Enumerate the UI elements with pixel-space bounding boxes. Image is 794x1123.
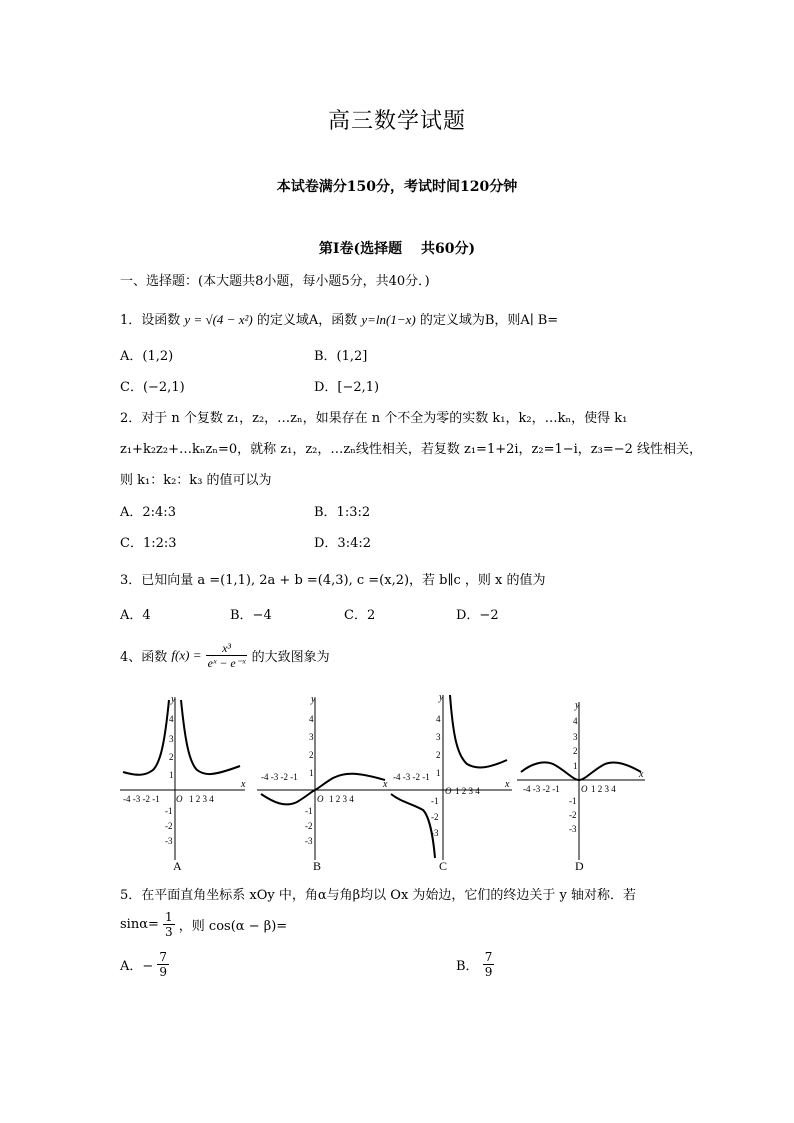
q4-suffix: 的大致图象为 bbox=[251, 650, 330, 665]
y-axis-label: y bbox=[575, 700, 580, 711]
graph-a bbox=[120, 694, 246, 873]
y-tick-neg3: -3 bbox=[165, 836, 173, 846]
q5-option-b-prefix: B． bbox=[456, 959, 479, 974]
curve-right bbox=[450, 695, 507, 767]
q2-option-b: B．1:3:2 bbox=[314, 505, 371, 520]
q3-option-c: C．2 bbox=[344, 608, 376, 623]
curve-left bbox=[123, 700, 169, 775]
q1-option-c: C．(−2,1) bbox=[120, 380, 185, 395]
q5-line-2 bbox=[120, 910, 287, 939]
q1-option-a: A．(1,2) bbox=[120, 349, 174, 364]
q2-line-3: 则 k₁：k₂：k₃ 的值可以为 bbox=[120, 473, 272, 488]
origin-label: O bbox=[581, 784, 588, 794]
y-axis-label: y bbox=[439, 692, 444, 703]
x-pos-ticks: 1 2 3 4 bbox=[591, 784, 616, 794]
origin-label: O bbox=[445, 786, 452, 796]
q5-option-a-den: 9 bbox=[159, 965, 168, 979]
curve-right bbox=[181, 700, 240, 774]
y-tick-4: 4 bbox=[309, 714, 314, 724]
y-tick-3: 3 bbox=[436, 732, 441, 742]
y-tick-1: 1 bbox=[309, 768, 314, 778]
y-tick-4: 4 bbox=[436, 714, 441, 724]
q3-option-b: B．−4 bbox=[230, 608, 272, 623]
question-4 bbox=[120, 641, 330, 670]
y-tick-neg1: -1 bbox=[431, 796, 439, 806]
q5-option-a-num: 7 bbox=[159, 950, 168, 964]
q2-line-2: z₁+k₂z₂+…kₙzₙ=0，就称 z₁，z₂，…zₙ线性相关，若复数 z₁=1+2i，z₂=1−i，z₃=−2 线性相关， bbox=[120, 442, 703, 457]
y-tick-2: 2 bbox=[573, 746, 578, 756]
q5-option-a-prefix: A．− bbox=[120, 959, 154, 974]
y-tick-3: 3 bbox=[169, 734, 174, 744]
y-tick-4: 4 bbox=[169, 714, 174, 724]
part1-heading: 一、选择题：(本大题共8小题，每小题5分，共40分．) bbox=[120, 274, 430, 289]
y-tick-2: 2 bbox=[309, 750, 314, 760]
graph-b bbox=[257, 694, 388, 873]
q5-denominator: 3 bbox=[165, 925, 173, 939]
x-pos-ticks: 1 2 3 4 bbox=[455, 786, 480, 796]
y-tick-2: 2 bbox=[169, 752, 174, 762]
q2-line-1: 2．对于 n 个复数 z₁，z₂，…zₙ，如果存在 n 个不全为零的实数 k₁，k₂，…kₙ，使得 k₁ bbox=[120, 411, 628, 426]
x-pos-ticks: 1 2 3 4 bbox=[189, 794, 214, 804]
q4-graphs bbox=[115, 690, 655, 875]
q3-option-a: A．4 bbox=[120, 608, 151, 623]
q5-suffix: ，则 cos(α − β)= bbox=[178, 919, 288, 934]
x-pos-ticks: 1 2 3 4 bbox=[329, 794, 354, 804]
graph-label: A bbox=[173, 859, 182, 873]
q5-option-a-fraction bbox=[157, 950, 169, 979]
graph-label: D bbox=[575, 859, 584, 873]
q3-option-d: D．−2 bbox=[456, 608, 499, 623]
y-tick-3: 3 bbox=[309, 732, 314, 742]
x-neg-ticks: -4 -3 -2 -1 bbox=[261, 772, 298, 782]
y-axis-label: y bbox=[171, 694, 176, 705]
q5-option-a bbox=[120, 950, 169, 979]
y-tick-1: 1 bbox=[436, 768, 441, 778]
graph-label: C bbox=[439, 859, 448, 873]
y-tick-1: 1 bbox=[169, 770, 174, 780]
curve bbox=[521, 762, 641, 780]
q5-option-b-fraction bbox=[483, 950, 495, 979]
x-axis-label: x bbox=[639, 769, 644, 780]
q5-fraction bbox=[163, 910, 175, 939]
x-axis-label: x bbox=[241, 779, 246, 790]
q5-option-b bbox=[456, 950, 494, 979]
q2-option-c: C．1:2:3 bbox=[120, 536, 177, 551]
y-tick-3: 3 bbox=[573, 732, 578, 742]
curve-left bbox=[391, 794, 435, 858]
y-axis-label: y bbox=[311, 694, 316, 705]
y-tick-neg1: -1 bbox=[305, 806, 313, 816]
q1-mid: 的定义域A，函数 bbox=[256, 313, 358, 328]
q1-formula: y = √(4 − x²) bbox=[184, 312, 253, 327]
origin-label: O bbox=[176, 794, 183, 804]
x-neg-ticks: -4 -3 -2 -1 bbox=[123, 794, 160, 804]
y-tick-neg2: -2 bbox=[569, 810, 577, 820]
q5-option-b-num: 7 bbox=[484, 950, 493, 964]
y-tick-neg2: -2 bbox=[165, 821, 173, 831]
q1-prefix: 1．设函数 bbox=[120, 313, 181, 328]
q5-option-b-den: 9 bbox=[484, 965, 493, 979]
q5-sin-prefix: sinα= bbox=[120, 917, 159, 932]
y-tick-1: 1 bbox=[573, 761, 578, 771]
y-tick-neg1: -1 bbox=[569, 796, 577, 806]
graph-c bbox=[387, 692, 512, 873]
page-title: 高三数学试题 bbox=[327, 109, 466, 134]
y-tick-neg2: -2 bbox=[431, 812, 439, 822]
exam-subtitle: 本试卷满分150分，考试时间120分钟 bbox=[276, 179, 518, 195]
q2-option-a: A．2:4:3 bbox=[120, 505, 176, 520]
q4-numerator: x³ bbox=[206, 641, 248, 656]
graph-d bbox=[517, 700, 645, 873]
y-tick-neg2: -2 bbox=[305, 821, 313, 831]
y-tick-neg3: -3 bbox=[569, 824, 577, 834]
x-neg-ticks: -4 -3 -2 -1 bbox=[393, 772, 430, 782]
y-tick-2: 2 bbox=[436, 750, 441, 760]
q1-func2: y=ln(1−x) bbox=[361, 312, 416, 327]
x-neg-ticks: -4 -3 -2 -1 bbox=[523, 784, 560, 794]
q1-option-b: B．(1,2] bbox=[314, 349, 368, 364]
y-tick-neg3: -3 bbox=[305, 836, 313, 846]
question-1 bbox=[120, 309, 558, 328]
y-tick-neg1: -1 bbox=[165, 806, 173, 816]
q2-option-d: D．3:4:2 bbox=[314, 536, 371, 551]
section-heading: 第Ⅰ卷(选择题 共60分) bbox=[318, 241, 476, 257]
x-axis-label: x bbox=[383, 779, 388, 790]
q4-fraction bbox=[206, 641, 248, 670]
x-axis-label: x bbox=[505, 779, 510, 790]
origin-label: O bbox=[317, 794, 324, 804]
q4-denominator: eˣ − e⁻ˣ bbox=[207, 656, 246, 670]
q5-line-1: 5．在平面直角坐标系 xOy 中，角α与角β均以 Ox 为始边，它们的终边关于 y 轴对称．若 bbox=[120, 888, 637, 903]
y-tick-neg3: -3 bbox=[431, 828, 439, 838]
y-tick-4: 4 bbox=[573, 716, 578, 726]
q4-lhs: f(x) = bbox=[171, 647, 202, 663]
graph-label: B bbox=[313, 859, 322, 873]
q4-prefix: 4、函数 bbox=[120, 650, 168, 665]
q1-suffix: 的定义域为B，则A∣ B= bbox=[419, 313, 559, 328]
q1-option-d: D．[−2,1) bbox=[314, 380, 380, 395]
q3-text: 3．已知向量 a =(1,1), 2a + b =(4,3), c =(x,2)，若 b∥c ，则 x 的值为 bbox=[120, 573, 546, 588]
q5-numerator: 1 bbox=[165, 910, 173, 924]
